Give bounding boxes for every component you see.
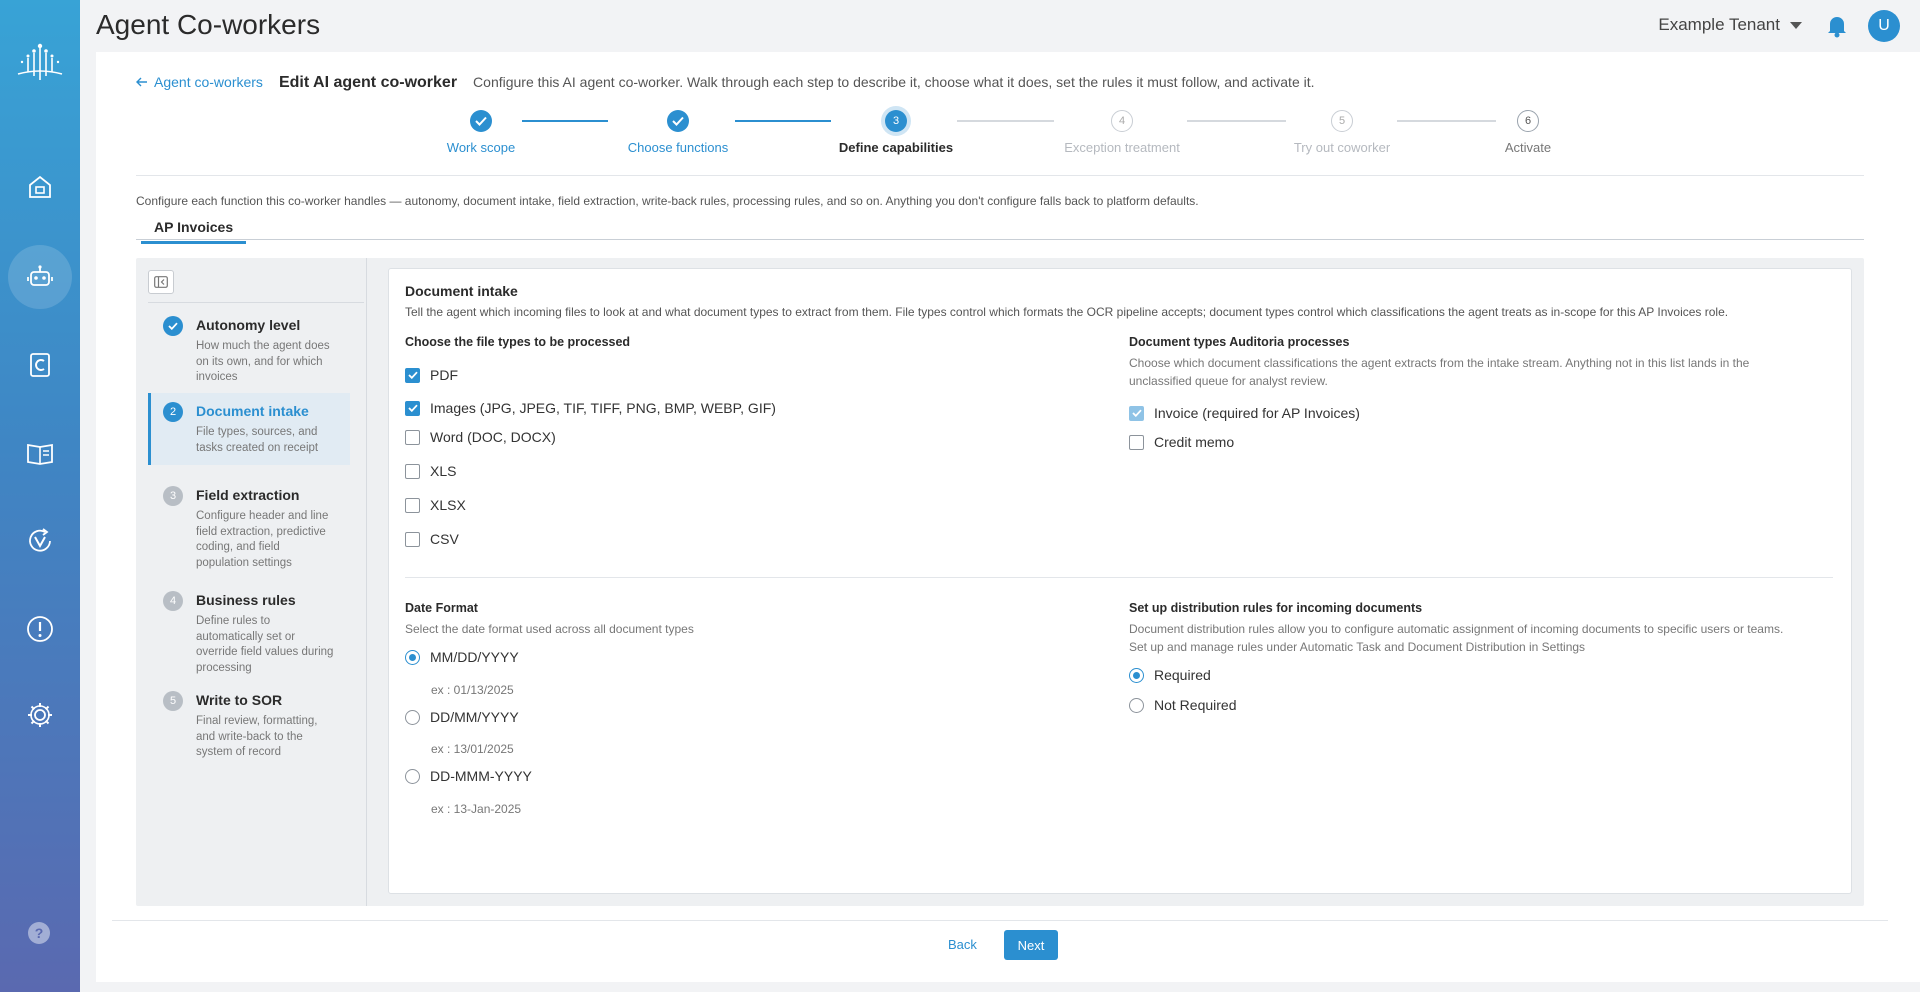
date-format-mmddyyyy[interactable] — [405, 649, 519, 665]
substep-field-extraction[interactable] — [148, 486, 350, 572]
file-type-images[interactable] — [405, 400, 776, 416]
doc-type-credit-memo[interactable] — [1129, 434, 1234, 450]
step-number: 6 — [1517, 110, 1539, 132]
check-icon — [667, 110, 689, 132]
substep-title: Document intake — [196, 403, 309, 419]
function-tabs — [136, 220, 1864, 240]
chevron-down-icon — [1790, 22, 1802, 29]
date-format-description: Select the date format used across all document types — [405, 622, 694, 636]
alert-icon — [25, 614, 55, 644]
option-label: CSV — [430, 531, 459, 547]
option-label: Images (JPG, JPEG, TIF, TIFF, PNG, BMP, WEBP, GIF) — [430, 400, 776, 416]
distribution-description-line: Set up and manage rules under Automatic Task and Document Distribution in Settings — [1129, 640, 1586, 654]
step-label: Activate — [1504, 140, 1552, 155]
checkbox-checked[interactable] — [405, 401, 420, 416]
sidebar — [0, 0, 80, 992]
sidebar-item-settings[interactable] — [0, 683, 80, 747]
logo-icon[interactable] — [14, 42, 66, 86]
check-icon — [163, 316, 183, 336]
sidebar-item-alerts[interactable] — [0, 597, 80, 661]
option-label: Credit memo — [1154, 434, 1235, 450]
checkbox-checked-disabled — [1129, 406, 1144, 421]
sidebar-item-agents[interactable] — [0, 245, 80, 309]
substep-description: How much the agent does on its own, and for which invoices — [196, 340, 330, 383]
header — [80, 0, 1920, 52]
substep-title: Field extraction — [196, 487, 300, 503]
radio[interactable] — [405, 769, 420, 784]
distribution-title: Set up distribution rules for incoming documents — [1129, 601, 1423, 615]
document-c-icon — [26, 351, 54, 379]
substep-title: Write to SOR — [196, 692, 283, 708]
option-label: XLS — [430, 463, 457, 479]
book-icon — [25, 439, 55, 467]
edit-description: Configure this AI agent co-worker. Walk through each step to describe it, choose what it does, set the rules it must follow, and activate it. — [473, 74, 1315, 90]
back-link-label: Agent co-workers — [154, 74, 263, 90]
substep-number: 2 — [163, 402, 183, 422]
configure-note: Configure each function this co-worker handles — autonomy, document intake, field extraction, write-back rules, processing rules, and so on. Anything you don't configure falls back to platform defaults. — [136, 194, 1199, 208]
doc-type-invoice — [1129, 405, 1360, 421]
checkbox[interactable] — [405, 498, 420, 513]
divider — [136, 175, 1864, 176]
step-work-scope[interactable] — [401, 110, 561, 155]
tab-ap-invoices[interactable]: AP Invoices — [141, 219, 246, 244]
substep-document-intake[interactable] — [148, 393, 350, 465]
date-example: ex : 13/01/2025 — [431, 742, 514, 756]
doc-types-description: Choose which document classifications the agent extracts from the intake stream. Anything not in this list lands in the unclassified queue for analyst review. — [1129, 356, 1750, 388]
substep-number: 3 — [163, 486, 183, 506]
panel-title: Document intake — [405, 283, 518, 299]
step-number: 5 — [1331, 110, 1353, 132]
checkbox[interactable] — [1129, 435, 1144, 450]
checkbox-checked[interactable] — [405, 368, 420, 383]
substep-description: Define rules to automatically set or override field values during processing — [196, 615, 334, 674]
radio-selected[interactable] — [1129, 668, 1144, 683]
step-label: Exception treatment — [1064, 140, 1180, 155]
divider — [366, 258, 367, 906]
sidebar-item-library[interactable] — [0, 421, 80, 485]
distribution-not-required[interactable] — [1129, 697, 1237, 713]
sidebar-collapse-icon — [154, 276, 168, 288]
back-button[interactable]: Back — [948, 937, 977, 952]
step-label: Define capabilities — [838, 140, 954, 155]
option-label: PDF — [430, 367, 458, 383]
substep-number: 5 — [163, 691, 183, 711]
file-type-xlsx[interactable] — [405, 497, 466, 513]
sidebar-item-home[interactable] — [0, 155, 80, 219]
tenant-selector[interactable] — [1658, 15, 1802, 35]
checkbox[interactable] — [405, 464, 420, 479]
substep-title: Autonomy level — [196, 317, 301, 333]
panel-description: Tell the agent which incoming files to look at and what document types to extract from them. File types control which formats the OCR pipeline accepts; document types control which classifications the agent treats as in-scope for this AP Invoices role. — [405, 305, 1729, 319]
stepper — [96, 110, 1920, 160]
refresh-v-icon — [25, 526, 55, 556]
back-to-agents-link[interactable] — [136, 74, 263, 90]
substep-title: Business rules — [196, 592, 296, 608]
file-type-word[interactable] — [405, 429, 556, 445]
option-label: DD/MM/YYYY — [430, 709, 519, 725]
radio-selected[interactable] — [405, 650, 420, 665]
edit-title: Edit AI agent co-worker — [278, 74, 458, 91]
step-number: 3 — [885, 110, 907, 132]
page-header — [136, 74, 1315, 92]
radio[interactable] — [1129, 698, 1144, 713]
substep-business-rules[interactable] — [148, 591, 350, 674]
date-example: ex : 13-Jan-2025 — [431, 802, 522, 816]
content-card — [96, 52, 1920, 982]
check-icon — [470, 110, 492, 132]
collapse-panel-button[interactable] — [148, 270, 174, 294]
doc-types-title: Document types Auditoria processes — [1129, 335, 1350, 349]
step-label: Try out coworker — [1293, 140, 1391, 155]
option-label: Not Required — [1154, 697, 1237, 713]
radio[interactable] — [405, 710, 420, 725]
option-label: Required — [1154, 667, 1211, 683]
option-label: DD-MMM-YYYY — [430, 768, 532, 784]
step-try-out-coworker[interactable] — [1262, 110, 1422, 155]
checkbox[interactable] — [405, 532, 420, 547]
step-label: Choose functions — [627, 140, 729, 155]
gear-icon — [25, 700, 55, 730]
step-activate[interactable] — [1448, 110, 1608, 155]
date-format-title: Date Format — [405, 601, 478, 615]
option-label: Word (DOC, DOCX) — [430, 429, 556, 445]
step-number: 4 — [1111, 110, 1133, 132]
date-format-dd-mmm-yyyy[interactable] — [405, 768, 532, 784]
divider — [148, 302, 364, 303]
file-type-csv[interactable] — [405, 531, 459, 547]
avatar[interactable]: U — [1868, 10, 1900, 42]
substep-number: 4 — [163, 591, 183, 611]
substep-write-to-sor[interactable] — [148, 691, 350, 761]
arrow-left-icon — [136, 77, 148, 87]
document-intake-panel — [388, 268, 1852, 894]
distribution-required[interactable] — [1129, 667, 1211, 683]
home-icon — [26, 173, 54, 201]
file-types-title: Choose the file types to be processed — [405, 335, 631, 349]
date-example: ex : 01/13/2025 — [431, 683, 514, 697]
bell-icon[interactable] — [1826, 14, 1848, 43]
step-exception-treatment[interactable] — [1042, 110, 1202, 155]
date-format-ddmmyyyy[interactable] — [405, 709, 519, 725]
step-define-capabilities[interactable] — [816, 110, 976, 155]
sidebar-item-verify[interactable] — [0, 509, 80, 573]
option-label: XLSX — [430, 497, 466, 513]
file-type-pdf[interactable] — [405, 367, 458, 383]
file-type-xls[interactable] — [405, 463, 456, 479]
substep-description: File types, sources, and tasks created on receipt — [196, 426, 319, 454]
distribution-description-line: Document distribution rules allow you to configure automatic assignment of incoming documents to specific users or teams. — [1129, 622, 1784, 636]
divider — [405, 577, 1833, 578]
option-label: Invoice (required for AP Invoices) — [1154, 405, 1360, 421]
next-button[interactable]: Next — [1004, 930, 1058, 960]
sidebar-item-documents[interactable] — [0, 333, 80, 397]
page-title: Agent Co-workers — [96, 9, 321, 40]
option-label: MM/DD/YYYY — [430, 649, 519, 665]
help-icon[interactable]: ? — [28, 922, 50, 944]
step-label: Work scope — [446, 140, 516, 155]
workspace — [136, 258, 1864, 906]
substep-description: Final review, formatting, and write-back to the system of record — [196, 715, 318, 758]
checkbox[interactable] — [405, 430, 420, 445]
robot-icon — [25, 262, 55, 292]
distribution-description — [1129, 620, 1783, 656]
step-choose-functions[interactable] — [598, 110, 758, 155]
tenant-name: Example Tenant — [1658, 15, 1780, 34]
divider — [112, 920, 1888, 921]
substep-description: Configure header and line field extraction, predictive coding, and field population settings — [196, 510, 329, 569]
substep-autonomy-level[interactable] — [148, 316, 350, 382]
